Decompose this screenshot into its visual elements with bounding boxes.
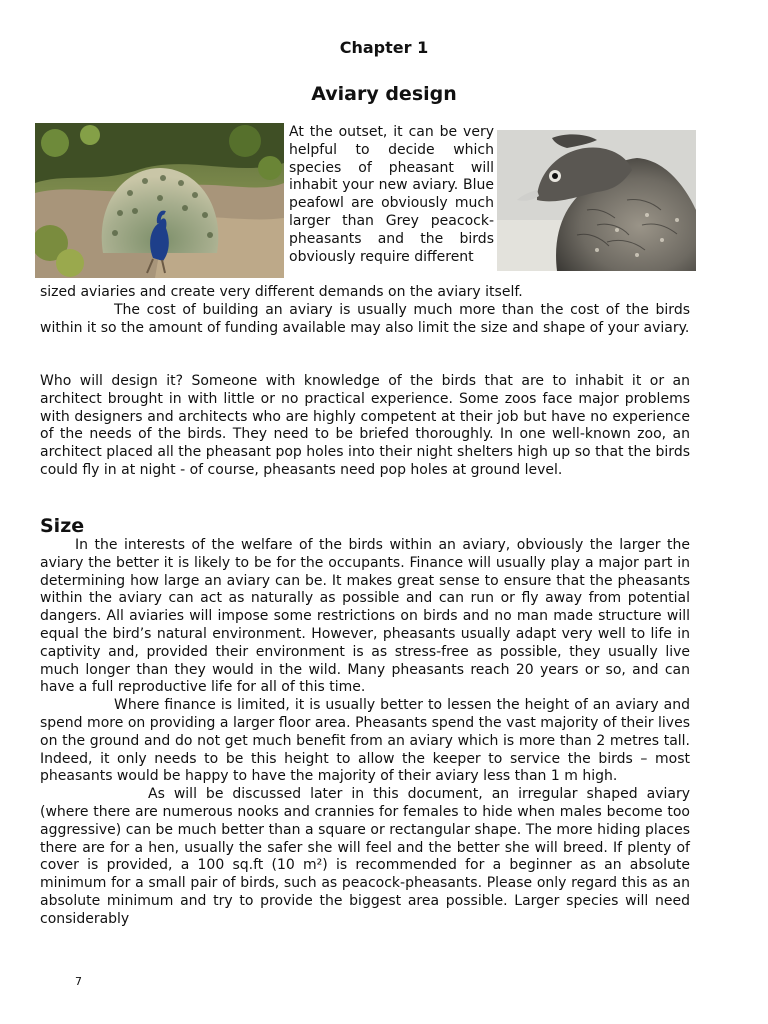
size-paragraph-3: As will be discussed later in this document, an irregular shaped aviary (where there are numerous nooks and crannies for females to hide when males become too aggressive) can be much better than a square or rectangular shape. The more hiding places there are for a hen, usually the safer she will feel and the better she will breed. If plenty of cover is provided, a 100 sq.ft (10 m²) is recommended for a beginner as an absolute minimum for a small pair of birds, such as peacock-pheasants. Please only regard this as an absolute minimum and try to provide the biggest area possible. Larger species will need considerably <box>40 786 690 927</box>
intro-column-text: At the outset, it can be very helpful to decide which species of pheasant will inhabit your new aviary. Blue peafowl are obviously much larger than Grey peacock-pheasants and the birds obviously require different <box>289 124 494 265</box>
page-number: 7 <box>75 975 82 988</box>
cost-paragraph: The cost of building an aviary is usually much more than the cost of the birds within it so the amount of funding available may also limit the size and shape of your aviary. <box>40 301 690 336</box>
size-paragraph-2: Where finance is limited, it is usually better to lessen the height of an aviary and spend more on providing a larger floor area. Pheasants spend the vast majority of their lives on the ground and do not get much benefit from an aviary which is more than 2 metres tall. Indeed, it only needs to be this height to allow the keeper to service the birds – most pheasants would be happy to have the majority of their aviary less than 1 m high. <box>40 697 690 785</box>
intro-continuation-line: sized aviaries and create very different demands on the aviary itself. <box>40 284 523 300</box>
page-title: Aviary design <box>311 83 457 105</box>
peacock-pheasant-photo <box>497 130 696 271</box>
design-paragraph-block <box>40 373 690 480</box>
intro-continuation <box>40 284 690 337</box>
chapter-label: Chapter 1 <box>339 38 429 57</box>
peafowl-photo <box>35 123 284 278</box>
size-heading: Size <box>40 515 85 537</box>
design-paragraph: Who will design it? Someone with knowledge of the birds that are to inhabit it or an architect brought in with little or no practical experience. Some zoos face major problems with designers and architects who are highly competent at their job but have no experience of the needs of the birds. They need to be briefed thoroughly. In one well-known zoo, an architect placed all the pheasant pop holes into their night shelters high up so that the birds could fly in at night - of course, pheasants need pop holes at ground level. <box>40 373 690 478</box>
size-section-body <box>40 537 690 929</box>
size-paragraph-1: In the interests of the welfare of the birds within an aviary, obviously the larger the aviary the better it is likely to be for the occupants. Finance will usually play a major part in determining how large an aviary can be. It makes great sense to ensure that the pheasants within the aviary can act as naturally as possible and can run or fly away from potential dangers. All aviaries will impose some restrictions on birds and no man made structure will equal the bird’s natural environment. However, pheasants usually adapt very well to life in captivity and, provided their environment is as stress-free as possible, they usually live much longer than they would in the wild. Many pheasants reach 20 years or so, and can have a full reproductive life for all of this time. <box>40 537 690 696</box>
